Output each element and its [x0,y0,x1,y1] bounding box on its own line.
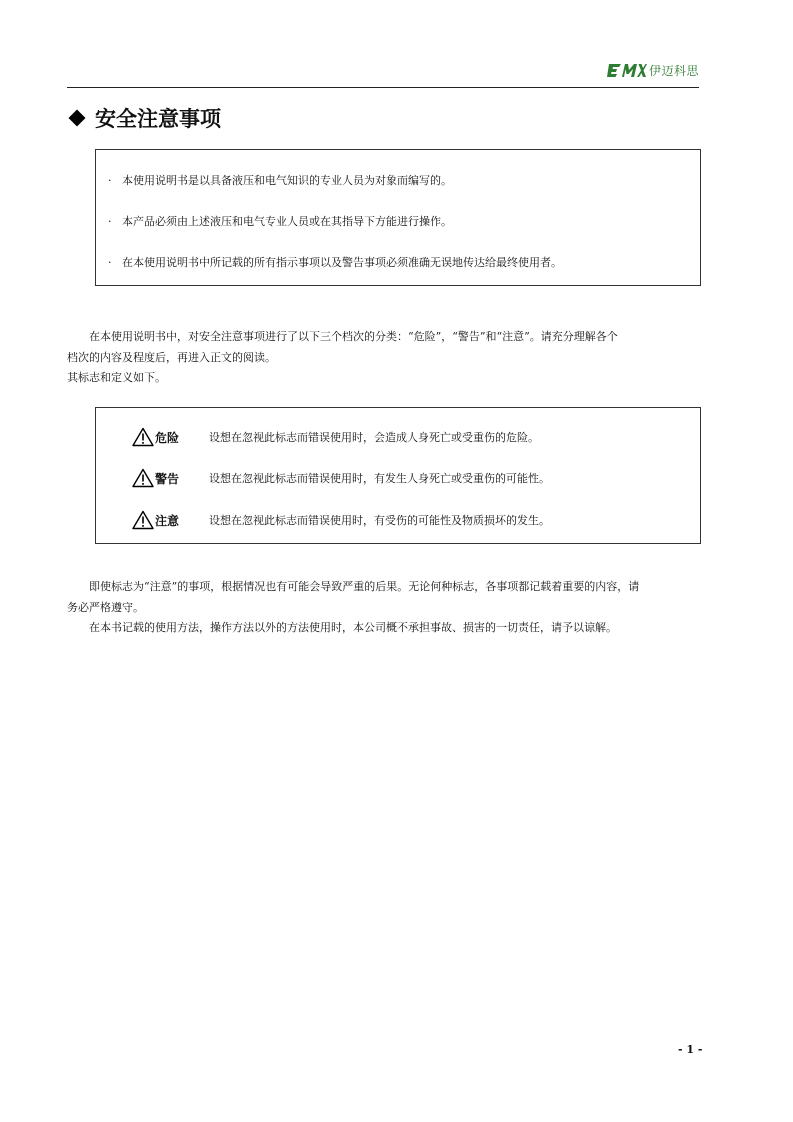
intro-line-3: 其标志和定义如下。 [67,371,166,384]
notice-box [95,149,701,286]
notice-text: 本使用说明书是以具备液压和电气知识的专业人员为对象而编写的。 [122,174,452,187]
closing-line-3: 在本书记载的使用方法，操作方法以外的方法使用时，本公司概不承担事故、损害的一切责任，请予以谅解。 [89,621,617,634]
section-title [67,103,221,133]
bullet: · [108,215,112,228]
warning-triangle-icon [132,510,154,530]
closing-line-1: 即使标志为“注意”的事项，根据情况也有可能会导致严重的后果。无论何种标志，各事项都记载着重要的内容，请 [89,580,640,593]
notice-item [108,213,452,229]
closing-line-2: 务必严格遵守。 [67,601,144,614]
warning-triangle-icon [132,427,154,447]
level-description: 设想在忽视此标志而错误使用时，会造成人身死亡或受重伤的危险。 [209,431,539,444]
page-number: - 1 - [678,1043,703,1056]
bullet: · [108,256,112,269]
level-danger [132,426,539,448]
level-description: 设想在忽视此标志而错误使用时，有发生人身死亡或受重伤的可能性。 [209,472,550,485]
warning-triangle-icon [132,468,154,488]
intro-line-1: 在本使用说明书中，对安全注意事项进行了以下三个档次的分类：“危险”，“警告”和“注意”。请充分理解各个 [89,330,618,343]
intro-line-2: 档次的内容及程度后，再进入正文的阅读。 [67,351,276,364]
level-name: 注意 [155,513,180,528]
page-header [67,58,699,88]
level-description: 设想在忽视此标志而错误使用时，有受伤的可能性及物质损坏的发生。 [209,514,550,527]
level-caution [132,509,550,531]
logo-text: 伊迈科思 [648,63,699,78]
notice-item [108,254,562,270]
section-title-text: 安全注意事项 [95,107,221,131]
notice-item [108,172,452,188]
company-logo [607,60,699,80]
level-name: 危险 [155,430,180,445]
notice-text: 本产品必须由上述液压和电气专业人员或在其指导下方能进行操作。 [122,215,452,228]
warning-levels-box [95,407,701,544]
level-name: 警告 [155,471,180,486]
level-warning [132,467,550,489]
notice-text: 在本使用说明书中所记载的所有指示事项以及警告事项必须准确无误地传达给最终使用者。 [122,256,562,269]
company-logo-icon [607,62,647,78]
diamond-bullet-icon [69,110,86,127]
bullet: · [108,174,112,187]
